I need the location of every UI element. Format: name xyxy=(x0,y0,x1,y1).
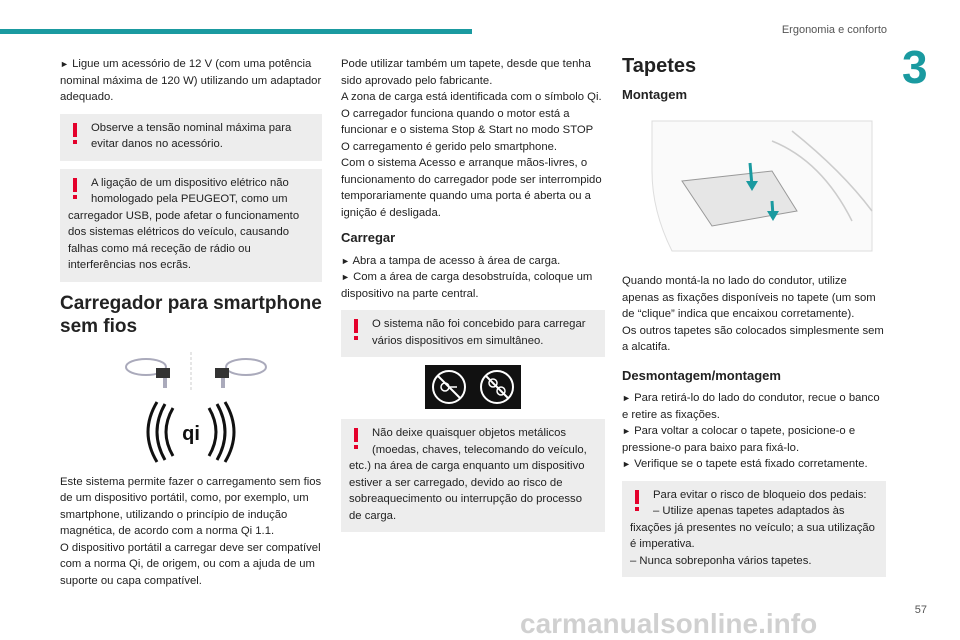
paragraph: A zona de carga está identificada com o símbolo Qi. xyxy=(341,91,602,103)
watermark: carmanualsonline.info xyxy=(520,608,818,639)
bullet-arrow-icon: ► xyxy=(622,459,631,469)
bullet-arrow-icon: ► xyxy=(341,272,350,282)
paragraph: Este sistema permite fazer o carregamento sem fios de um dispositivo portátil, como, por exemplo, um smartphone, utilizando o princípio de indução magnética, de acordo com a norma Qi 1.1. xyxy=(60,475,322,537)
section-title: Ergonomia e conforto xyxy=(781,24,887,36)
warning-box xyxy=(341,419,605,532)
bullet-item xyxy=(60,56,322,106)
warning-icon xyxy=(635,490,639,510)
warning-box xyxy=(60,114,322,161)
warning-text: O sistema não foi concebido para carregar vários dispositivos em simultâneo. xyxy=(372,318,586,347)
warning-text-cont: fixações já presentes no veículo; a sua utilização é imperativa. xyxy=(630,521,875,550)
paragraph: O dispositivo portátil a carregar deve ser compatível com a norma Qi, de origem, ou com a ajuda de um suporte ou capa compatível. xyxy=(60,541,321,587)
floor-mat-illustration xyxy=(622,111,886,261)
bullet-text: Com a área de carga desobstruída, coloque um dispositivo na parte central. xyxy=(341,271,593,300)
paragraph: O carregador funciona quando o motor está a funcionar e o sistema Stop & Start no modo STOP xyxy=(341,107,594,136)
chapter-number: 3 xyxy=(902,41,928,93)
bullet-item xyxy=(622,456,886,473)
bullet-item xyxy=(622,390,886,423)
bullet-arrow-icon: ► xyxy=(622,393,631,403)
bullet-text: Verifique se o tapete está fixado corretamente. xyxy=(634,458,868,470)
warning-box xyxy=(341,310,605,357)
bullet-text: Para retirá-lo do lado do condutor, recue o banco e retire as fixações. xyxy=(622,392,880,421)
bullet-arrow-icon: ► xyxy=(341,255,350,266)
warning-text-cont: carregador USB, pode afetar o funcionamento dos sistemas elétricos do veículo, causando falhas como má receção de rádio ou interferências nos ecrãs. xyxy=(68,209,300,271)
paragraph: O carregamento é gerido pelo smartphone. xyxy=(341,140,558,153)
bullet-arrow-icon: ► xyxy=(622,426,631,436)
bullet-text: Para voltar a colocar o tapete, posicione-o e pressione-o para baixo para fixá-lo. xyxy=(622,425,856,454)
qi-symbol-icon xyxy=(60,400,322,464)
no-metal-objects-icon xyxy=(425,365,521,409)
console-illustration xyxy=(60,352,322,392)
prohibited-objects-icons xyxy=(341,365,605,409)
bullet-arrow-icon: ► xyxy=(60,59,69,69)
paragraph: Pode utilizar também um tapete, desde que tenha sido aprovado pelo fabricante. xyxy=(341,58,591,87)
column-1 xyxy=(60,56,322,589)
warning-text-cont: – Nunca sobreponha vários tapetes. xyxy=(630,554,812,567)
bullet-item xyxy=(341,253,605,270)
bullet-text: Ligue um acessório de 12 V (com uma potência nominal máxima de 120 W) utilizando um adaptador adequado. xyxy=(60,58,322,103)
subsection-heading: Carregar xyxy=(341,230,396,245)
warning-text: Observe a tensão nominal máxima para evitar danos no acessório. xyxy=(91,121,292,150)
warning-text-cont: etc.) na área de carga enquanto um dispositivo estiver a ser carregado, devido ao risco de sobreaquecimento ou interrupção do processo de carga. xyxy=(349,460,585,522)
paragraph: Com o sistema Acesso e arranque mãos-livres, o funcionamento do carregador pode ser interrompido temporariamente quando uma porta é aberta ou a ignição é desligada. xyxy=(341,157,602,219)
bullet-item xyxy=(622,423,886,456)
warning-text: Para evitar o risco de bloqueio dos pedais: xyxy=(653,488,867,501)
warning-text: – Utilize apenas tapetes adaptados às xyxy=(653,505,845,517)
steering-wheel-icon xyxy=(111,352,271,392)
paragraph: Quando montá-la no lado do condutor, utilize apenas as fixações disponíveis no tapete (um som de “clique” indica que encaixou corretamente). xyxy=(622,275,876,320)
chapter-heading: Tapetes xyxy=(622,55,697,77)
svg-text:qi: qi xyxy=(182,422,200,445)
page-number: 57 xyxy=(914,604,927,616)
column-2 xyxy=(341,56,605,540)
paragraph: Os outros tapetes são colocados simplesmente sem a alcatifa. xyxy=(622,324,884,353)
warning-text: Não deixe quaisquer objetos metálicos (moedas, chaves, telecomando do veículo, xyxy=(372,427,587,456)
column-3 xyxy=(622,56,886,585)
warning-icon xyxy=(73,123,77,143)
warning-box xyxy=(622,481,886,578)
bullet-item xyxy=(341,269,605,302)
warning-icon xyxy=(73,178,77,198)
warning-text: A ligação de um dispositivo elétrico não homologado pela PEUGEOT, como um xyxy=(91,176,289,205)
header-accent-bar xyxy=(0,29,472,34)
subsection-heading: Desmontagem/montagem xyxy=(622,367,781,383)
warning-icon xyxy=(354,428,358,448)
bullet-text: Abra a tampa de acesso à área de carga. xyxy=(352,254,561,267)
warning-icon xyxy=(354,319,358,339)
section-heading: Carregador para smartphone sem fios xyxy=(60,292,322,337)
warning-box xyxy=(60,169,322,282)
subsection-heading: Montagem xyxy=(622,86,687,102)
